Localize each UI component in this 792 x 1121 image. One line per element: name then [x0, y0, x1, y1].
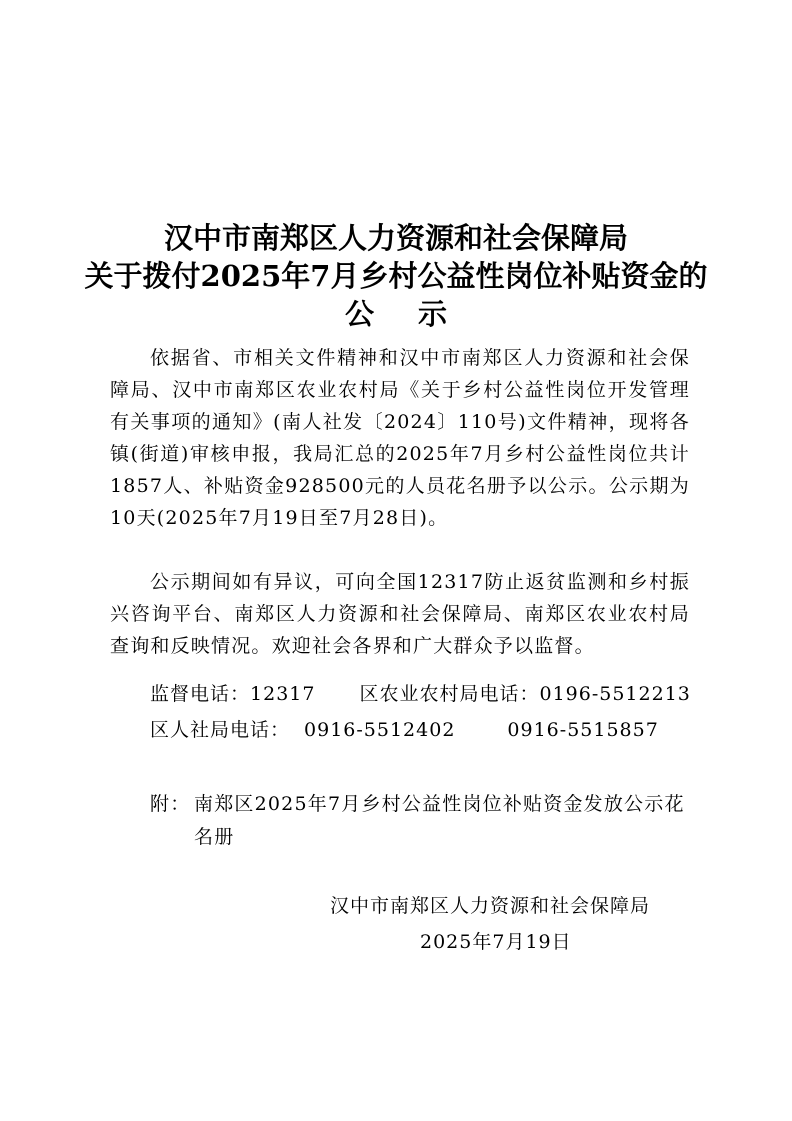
title-line-2: 关于拨付2025年7月乡村公益性岗位补贴资金的	[84, 259, 708, 293]
contact-line-2	[150, 714, 659, 746]
body-paragraph-1-block	[110, 342, 690, 534]
body-paragraph-2: 公示期间如有异议，可向全国12317防止返贫监测和乡村振兴咨询平台、南郑区人力资源和社会保障局、南郑区农业农村局查询和反映情况。欢迎社会各界和广大群众予以监督。	[110, 571, 690, 657]
supervision-phone: 12317	[250, 683, 316, 705]
signature-date: 2025年7月19日	[420, 931, 572, 953]
hrss-phone-label: 区人社局电话：	[150, 719, 291, 741]
agri-bureau-phone: 0196-5512213	[539, 683, 691, 705]
hrss-phone-2: 0916-5515857	[507, 719, 659, 741]
agri-bureau-phone-label: 区农业农村局电话：	[359, 683, 540, 705]
body-paragraph-1: 依据省、市相关文件精神和汉中市南郑区人力资源和社会保障局、汉中市南郑区农业农村局《关于乡村公益性岗位开发管理有关事项的通知》(南人社发〔2024〕110号)文件精神，现将各镇(街道)审核申报，我局汇总的2025年7月乡村公益性岗位共计1857人、补贴资金928500元的人员花名册予以公示。公示期为10天(2025年7月19日至7月28日)。	[110, 347, 690, 529]
title-line-3: 公示	[344, 297, 491, 331]
hrss-phone-1: 0916-5512402	[304, 719, 456, 741]
body-paragraph-2-block	[110, 566, 690, 662]
attachment	[150, 788, 710, 854]
attachment-label: 附：	[150, 793, 191, 815]
supervision-phone-label: 监督电话：	[150, 683, 251, 705]
contact-line-1	[150, 678, 691, 710]
title-line-1: 汉中市南郑区人力资源和社会保障局	[163, 221, 628, 255]
signature-organization: 汉中市南郑区人力资源和社会保障局	[330, 895, 651, 917]
attachment-text: 南郑区2025年7月乡村公益性岗位补贴资金发放公示花名册	[194, 793, 685, 848]
